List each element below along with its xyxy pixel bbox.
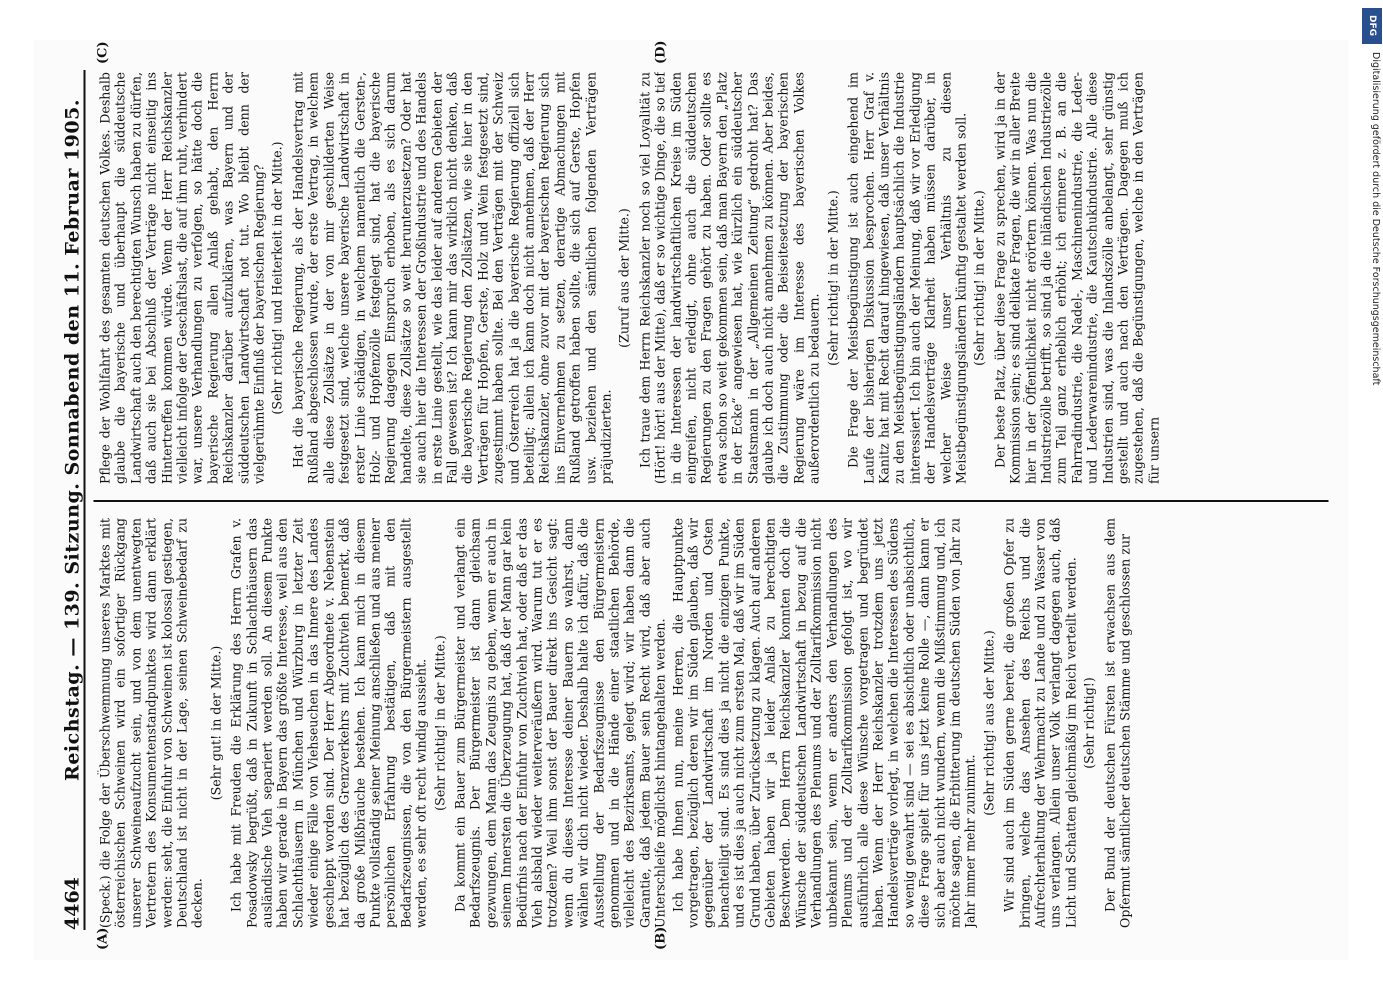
paragraph: Ich habe Ihnen nun, meine Herren, die Hauptpunkte vorgetragen, bezüglich deren wir im Süden glauben, daß wir gegenüber der Landwirtschaft im Norden und Osten benachteiligt sind. Es sind dies ja nicht die einzigen Punkte, und es ist dies ja auch nicht zum ersten Mal, daß wir im Süden Grund haben, über Zurücksetzung zu klagen. Auch auf anderen Gebieten haben wir ja leider Anlaß zu berechtigten Beschwerden. Dem Herrn Reichskanzler konnten doch die Wünsche der süddeutschen Landwirtschaft in bezug auf die Verhandlungen des Plenums und der Zolltarifkommission nicht unbekannt sein, wenn er anders den Verhandlungen des Plenums und der Zolltarifkommission gefolgt ist, wo wir ausführlich alle diese Wünsche vorgetragen und begründet haben. Wenn der Herr Reichskanzler trotzdem uns jetzt Handelsverträge vorlegt, in welchen die Interessen des Südens so wenig gewahrt sind — sei es absichtlich oder unabsichtlich, diese Frage spielt für uns jetzt keine Rolle —, dann kann er sich aber auch nicht wundern, wenn die Mißstimmung und, ich möchte sagen, die Erbitterung im deutschen Süden von Jahr zu Jahr immer mehr zunimmt. — [670, 518, 978, 928]
page-title: Reichstag. — 139. Sitzung. Sonnabend den 11. Februar 1905. — [61, 99, 84, 781]
paragraph: Da kommt ein Bauer zum Bürgermeister und verlangt ein Bedarfszeugnis. Der Bürgermeister ist dann gleichsam gezwungen, dem Mann das Zeugnis zu geben, wenn er auch in seinem Innersten die Überzeugung hat, daß der Mann gar kein Bedürfnis nach der Einfuhr von Zuchtvieh hat, oder daß er das Vieh alsbald wieder weiterveräußern wird. Warum tut er es trotzdem? Weil ihm sonst der Bauer direkt ins Gesicht sagt: wenn du dieses Interesse deiner Bauern so wahrst, dann wählen wir dich nicht wieder. Deshalb halte ich dafür, daß die Ausstellung der Bedarfszeugnisse den Bürgermeistern genommen und in die Hände einer staatlichen Behörde, vielleicht des Bezirksamts, gelegt wird; wir haben dann die Garantie, daß jedem Bauer sein Recht wird, daß aber auch Unterschleife möglichst hintangehalten werden. — [452, 518, 668, 928]
column-divider — [94, 500, 1329, 502]
margin-letter-b: (B) — [653, 926, 669, 950]
dfg-logo: DFG — [1362, 8, 1382, 44]
paragraph: Der beste Platz, über diese Frage zu sprechen, wird ja in der Kommission sein; es sind delikate Fragen, die wir in aller Breite hier in der Öffentlichkeit nicht erörtern können. Was nun die Industriezölle betrifft, so sind ja die inländischen Industriezölle zum Teil ganz erheblich erhöht; ich erinnere z. B. an die Fahrradindustrie, die Nadel-, Maschinenindustrie, die Leder- und Lederwarenindustrie, die Kautschukindustrie. Alle diese Industrien sind, was die Inlandszölle anbelangt, sehr günstig gestellt und auch nach den Verträgen. Dagegen muß ich zugestehen, daß die Begünstigungen, welche in den Verträgen für unsern — [992, 72, 1162, 484]
paragraph: Die Frage der Meistbegünstigung ist auch eingehend im Laufe der bisherigen Diskussion besprochen. Herr Graf v. Kanitz hat mit Recht darauf hingewiesen, daß unser Verhältnis zu den Meistbegünstigungsländern hauptsächlich die Industrie interessiert. Ich bin auch der Meinung, daß wir vor Erledigung der Handelsverträge Klarheit haben müssen darüber, in welcher Weise unser Verhältnis zu diesen Meistbegünstigungsländern künftig gestaltet werden soll. — [845, 72, 969, 484]
interjection: (Sehr richtig! und Heiterkeit in der Mitte.) — [269, 141, 285, 415]
paragraph: Ich habe mit Freuden die Erklärung des Herrn Grafen v. Posadowsky begrüßt, daß in Zukunft in Schlachthäusern das ausländische Vieh separiert werden soll. An diesem Punkte haben wir gerade in Bayern das größte Interesse, weil aus den Schlachthäusern in München und Würzburg in letzter Zeit wieder einige Fälle von Viehseuchen in das Innere des Landes geschleppt worden sind. Der Herr Abgeordnete v. Nebenstein hat bezüglich des Grenzverkehrs mit Zuchtvieh bemerkt, daß da große Mißbräuche bestehen. Ich kann mich in diesem Punkte vollständig seiner Meinung anschließen und aus meiner persönlichen Erfahrung bestätigen, daß mit den Bedarfszeugnissen, die von den Bürgermeistern ausgestellt werden, es sehr oft recht windig aussieht. — [228, 518, 429, 928]
page-number: 4464 — [61, 877, 84, 930]
interjection: (Sehr richtig! in der Mitte.) — [825, 190, 841, 366]
paragraph: Der Bund der deutschen Fürsten ist erwachsen aus dem Opfermut sämtlicher deutschen Stämme und geschlossen zur — [1102, 518, 1133, 928]
paragraph: Pflege der Wohlfahrt des gesamten deutschen Volkes. Deshalb glaube die bayerische und überhaupt die süddeutsche Landwirtschaft auch den berechtigten Wunsch haben zu dürfen, daß auch sie bei Abschluß der Verträge nicht einseitig ins Hintertreffen kommen würde. Wenn der Herr Reichskanzler vielleicht infolge der Geschäftslast, die auf ihm ruht, verhindert war, unsere Verhandlungen zu verfolgen, so hätte doch die bayerische Regierung allen Anlaß gehabt, den Herrn Reichskanzler darüber aufzuklären, was Bayern und der süddeutschen Landwirtschaft not tut. Wo bleibt denn der vielgerühmte Einfluß der bayerischen Regierung? — [97, 72, 267, 484]
interjection: (Sehr richtig! in der Mitte.) — [971, 190, 987, 366]
document-page — [34, 40, 1349, 960]
interjection: (Sehr richtig! aus der Mitte.) — [981, 630, 997, 816]
left-column — [98, 518, 1329, 928]
paragraph: Hat die bayerische Regierung, als der Handelsvertrag mit Rußland abgeschlossen wurde, der erste Vertrag, in welchem alle diese Zollsätze in der von mir geschilderten Weise festgesetzt sind, welche unsere bayerische Landwirtschaft in erster Linie schädigen, in welchem namentlich die Gersten-, Holz- und Hopfenzölle festgelegt sind, hat die bayerische Regierung dagegen Einspruch erhoben, als es sich darum handelte, diese Zollsätze so weit herunterzusetzen? Oder hat sie auch hier die Interessen der Großindustrie und des Handels in erste Linie gestellt, wie das leider auf anderen Gebieten der Fall gewesen ist? Ich kann mir das wirklich nicht denken, daß die bayerische Regierung den Zollsätzen, wie sie hier in den Verträgen für Hopfen, Gerste, Holz und Wein festgesetzt sind, zugestimmt haben sollte. Bei den Verträgen mit der Schweiz und Österreich hat ja die bayerische Regierung offiziell sich beteiligt; allein ich kann doch nicht annehmen, daß der Herr Reichskanzler, ohne zuvor mit der bayerischen Regierung sich ins Einvernehmen zu setzen, derartige Abmachungen mit Rußland getroffen haben sollte, die sich auf Gerste, Hopfen usw. beziehen und den sämtlichen folgenden Verträgen präjudizierten. — [290, 72, 614, 484]
paragraph: Ich traue dem Herrn Reichskanzler noch so viel Loyalität zu (Hört! hört! aus der Mitte), daß er so wichtige Dinge, die so tief in die Interessen der landwirtschaftlichen Kreise im Süden eingreifen, nicht erledigt, ohne auch die süddeutschen Regierungen zu den Fragen gehört zu haben. Oder sollte es etwa schon so weit gekommen sein, daß man Bayern den „Platz in der Ecke“ angewiesen hat, wie kürzlich ein süddeutscher Staatsmann in der „Allgemeinen Zeitung“ gedroht hat? Das glaube ich doch auch nicht annehmen zu können. Aber beides, die Zustimmung oder die Beiseitesetzung der bayerischen Regierung wäre im Interesse des bayerischen Volkes außerordentlich zu bedauern. — [637, 72, 822, 484]
page-header — [44, 70, 86, 930]
interjection: (Zuruf aus der Mitte.) — [616, 208, 632, 348]
margin-letter-a: (A) — [95, 927, 111, 950]
paragraph: Wir sind auch im Süden gerne bereit, die großen Opfer zu bringen, welche das Ansehen des Reichs und die Aufrechterhaltung der Wehrmacht zu Lande und zu Wasser von uns verlangen. Allein unser Volk verlangt dagegen auch, daß Licht und Schatten gleichmäßig im Reich verteilt werden. — [1001, 518, 1079, 928]
interjection: (Sehr gut! in der Mitte.) — [208, 645, 224, 801]
paragraph: (Speck.) die Folge der Überschwemmung unseres Marktes mit österreichischen Schweinen wird ein sofortiger Rückgang unserer Schweineaufzucht sein, und von dem unentwegten Vertretern des Konsumentenstandpunktes wird dann erklärt werden: seht, die Einfuhr von Schweinen ist kolossal gestiegen, Deutschland ist nicht in der Lage, seinen Schweinebedarf zu decken. — [97, 518, 205, 928]
interjection: (Sehr richtig!) — [1081, 677, 1097, 769]
margin-letter-c: (C) — [95, 41, 111, 64]
right-column — [98, 72, 1329, 484]
interjection: (Sehr richtig! in der Mitte.) — [432, 635, 448, 811]
margin-letter-d: (D) — [653, 40, 669, 64]
digitization-note: Digitalisierung gefördert durch die Deutsche Forschungsgemeinschaft — [1370, 52, 1381, 386]
